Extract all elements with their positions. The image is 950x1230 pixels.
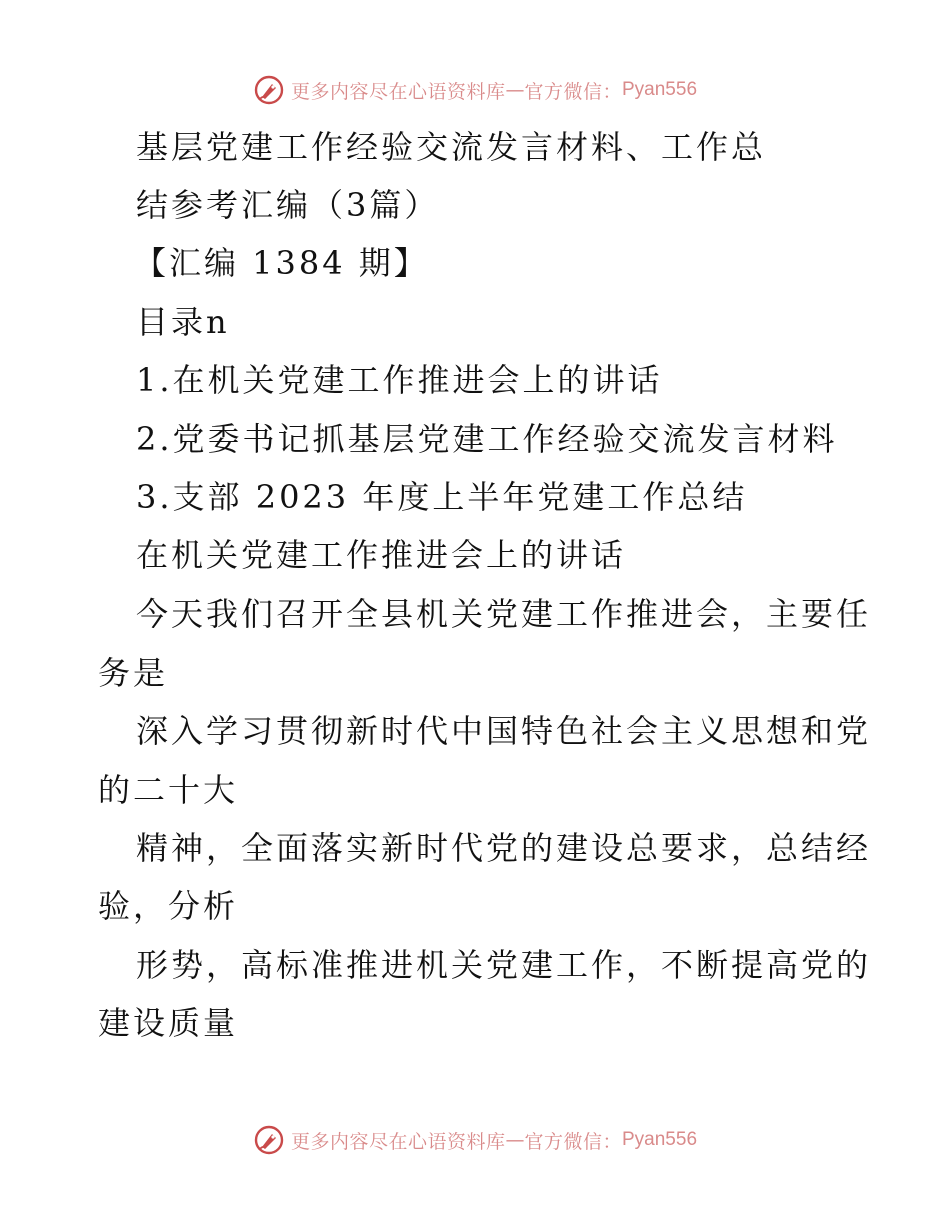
watermark-id: Pyan556 bbox=[622, 79, 698, 100]
pen-nib-icon bbox=[253, 1124, 285, 1156]
watermark-label: 官方微信： bbox=[524, 1130, 622, 1153]
watermark-id: Pyan556 bbox=[622, 1129, 698, 1150]
body-line-1: 今天我们召开全县机关党建工作推进会，主要任 bbox=[136, 595, 872, 633]
watermark-separator: — bbox=[505, 1129, 525, 1151]
toc-item-1: 1.在机关党建工作推进会上的讲话 bbox=[136, 361, 663, 399]
watermark-banner-top bbox=[0, 70, 950, 110]
body-line-4: 的二十大 bbox=[98, 771, 239, 809]
body-line-7: 形势，高标准推进机关党建工作，不断提高党的 bbox=[136, 946, 872, 984]
document-title-line-1: 基层党建工作经验交流发言材料、工作总 bbox=[136, 128, 767, 166]
watermark-banner-bottom bbox=[0, 1120, 950, 1160]
toc-item-3: 3.支部 2023 年度上半年党建工作总结 bbox=[136, 478, 748, 516]
body-line-6: 验，分析 bbox=[98, 887, 239, 925]
watermark-text: 更多内容尽在心语资料库 bbox=[290, 1130, 506, 1153]
body-line-2: 务是 bbox=[98, 654, 169, 692]
body-line-3: 深入学习贯彻新时代中国特色社会主义思想和党 bbox=[136, 712, 872, 750]
section-title: 在机关党建工作推进会上的讲话 bbox=[136, 536, 627, 574]
toc-item-2: 2.党委书记抓基层党建工作经验交流发言材料 bbox=[136, 420, 838, 458]
pen-nib-icon bbox=[253, 74, 285, 106]
body-line-8: 建设质量 bbox=[98, 1004, 239, 1042]
issue-number: 【汇编 1384 期】 bbox=[134, 244, 429, 282]
document-title-line-2: 结参考汇编（3篇） bbox=[136, 186, 440, 224]
toc-heading: 目录n bbox=[136, 303, 230, 341]
watermark-label: 官方微信： bbox=[524, 80, 622, 103]
body-line-5: 精神，全面落实新时代党的建设总要求，总结经 bbox=[136, 829, 872, 867]
watermark-separator: — bbox=[505, 79, 525, 101]
watermark-text: 更多内容尽在心语资料库 bbox=[290, 80, 506, 103]
